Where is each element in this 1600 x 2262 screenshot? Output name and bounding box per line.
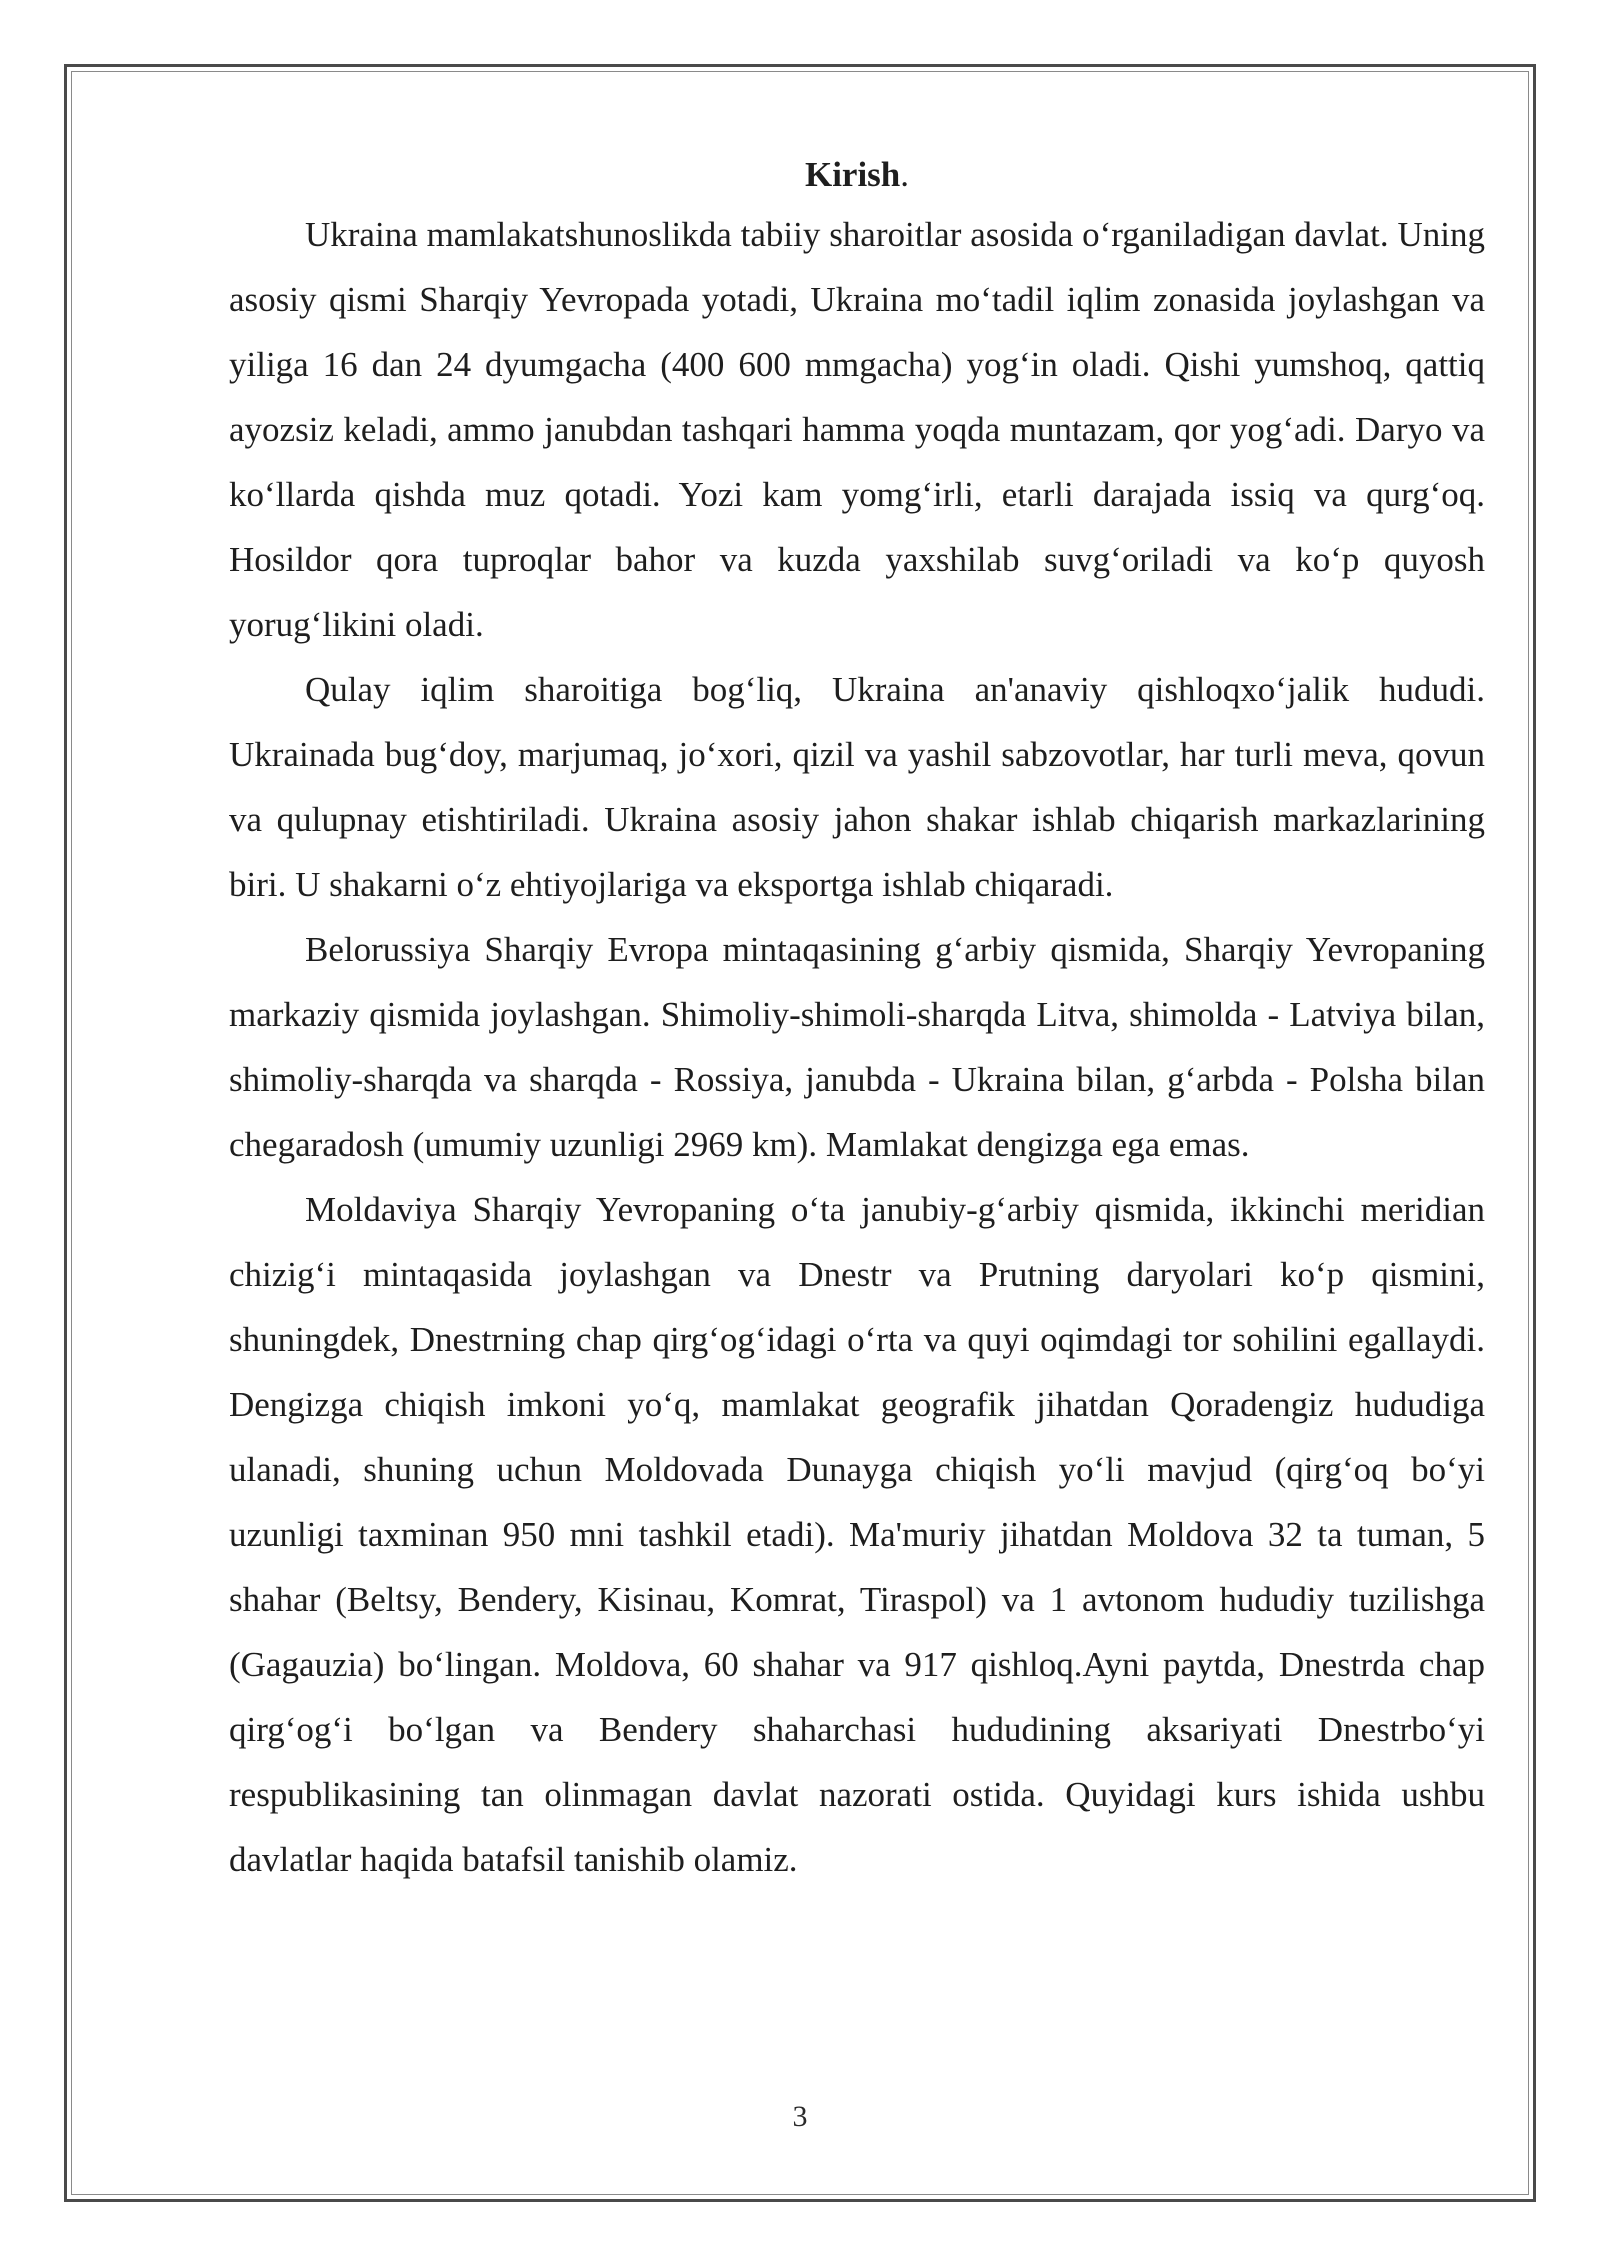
document-body <box>229 148 1485 1892</box>
title-punct: . <box>900 155 910 194</box>
paragraph-moldaviya: Moldaviya Sharqiy Yevropaning o‘ta janubiy-g‘arbiy qismida, ikkinchi meridian chizig‘i mintaqasida joylashgan va Dnestr va Prutning daryolari ko‘p qismini, shuningdek, Dnestrning chap qirg‘og‘idagi o‘rta va quyi oqimdagi tor sohilini egallaydi. Dengizga chiqish imkoni yo‘q, mamlakat geografik jihatdan Qoradengiz hududiga ulanadi, shuning uchun Moldovada Dunayga chiqish yo‘li mavjud (qirg‘oq bo‘yi uzunligi taxminan 950 mni tashkil etadi). Ma'muriy jihatdan Moldova 32 ta tuman, 5 shahar (Beltsy, Bendery, Kisinau, Komrat, Tiraspol) va 1 avtonom hududiy tuzilishga (Gagauzia) bo‘lingan. Moldova, 60 shahar va 917 qishloq.Ayni paytda, Dnestrda chap qirg‘og‘i bo‘lgan va Bendery shaharchasi hududining aksariyati Dnestrbo‘yi respublikasining tan olinmagan davlat nazorati ostida. Quyidagi kurs ishida ushbu davlatlar haqida batafsil tanishib olamiz. <box>229 1190 1485 1879</box>
page-title <box>229 148 1485 202</box>
page-number: 3 <box>792 2100 808 2133</box>
paragraph-ukraina-climate: Ukraina mamlakatshunoslikda tabiiy sharoitlar asosida o‘rganiladigan davlat. Uning asosiy qismi Sharqiy Yevropada yotadi, Ukraina mo‘tadil iqlim zonasida joylashgan va yiliga 16 dan 24 dyumgacha (400 600 mmgacha) yog‘in oladi. Qishi yumshoq, qattiq ayozsiz keladi, ammo janubdan tashqari hamma yoqda muntazam, qor yog‘adi. Daryo va ko‘llarda qishda muz qotadi. Yozi kam yomg‘irli, etarli darajada issiq va qurg‘oq. Hosildor qora tuproqlar bahor va kuzda yaxshilab suvg‘oriladi va ko‘p quyosh yorug‘likini oladi. <box>229 215 1485 644</box>
title-text: Kirish <box>804 155 901 194</box>
paragraph-ukraina-agriculture: Qulay iqlim sharoitiga bog‘liq, Ukraina an'anaviy qishloqxo‘jalik hududi. Ukrainada bug‘doy, marjumaq, jo‘xori, qizil va yashil sabzovotlar, har turli meva, qovun va qulupnay etishtiriladi. Ukraina asosiy jahon shakar ishlab chiqarish markazlarining biri. U shakarni o‘z ehtiyojlariga va eksportga ishlab chiqaradi. <box>229 670 1485 904</box>
paragraph-belorussiya: Belorussiya Sharqiy Evropa mintaqasining g‘arbiy qismida, Sharqiy Yevropaning markaziy qismida joylashgan. Shimoliy-shimoli-sharqda Litva, shimolda - Latviya bilan, shimoliy-sharqda va sharqda - Rossiya, janubda - Ukraina bilan, g‘arbda - Polsha bilan chegaradosh (umumiy uzunligi 2969 km). Mamlakat dengizga ega emas. <box>229 930 1485 1164</box>
